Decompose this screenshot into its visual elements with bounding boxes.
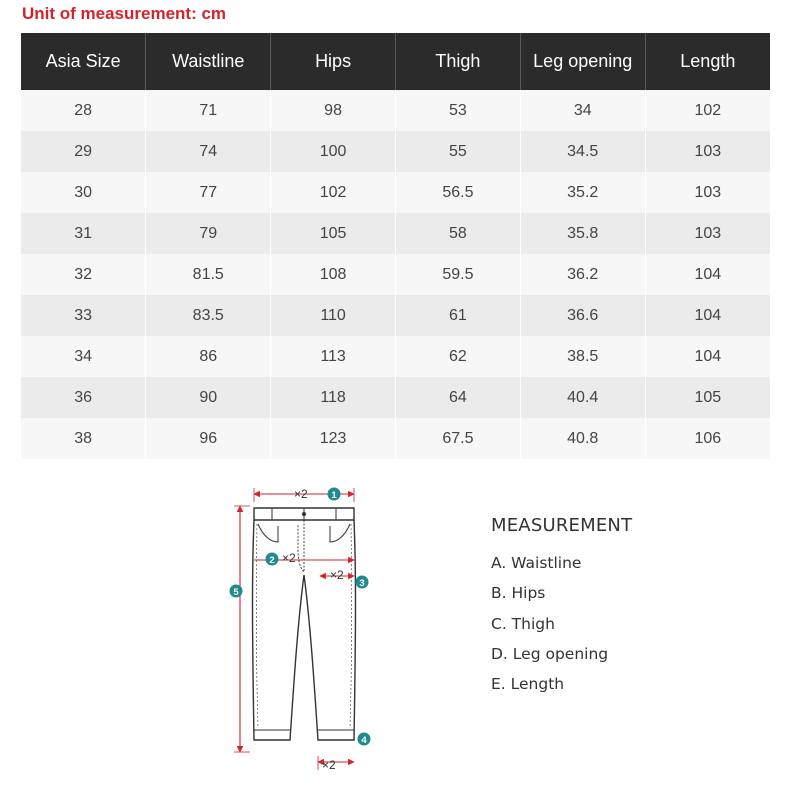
marker-2-text: 2 (269, 555, 275, 566)
table-cell: 104 (645, 336, 770, 377)
marker-3-text: 3 (359, 578, 365, 589)
size-chart-table (21, 33, 770, 459)
table-cell: 36 (21, 377, 146, 418)
table-cell: 100 (271, 131, 396, 172)
table-cell: 104 (645, 254, 770, 295)
table-cell: 118 (271, 377, 396, 418)
header-thigh: Thigh (395, 33, 520, 90)
table-row (21, 213, 770, 254)
table-row (21, 418, 770, 459)
table-cell: 67.5 (395, 418, 520, 459)
marker-4-text: 4 (361, 735, 367, 746)
pants-outline-drawing (253, 508, 356, 740)
header-hips: Hips (271, 33, 396, 90)
table-cell: 30 (21, 172, 146, 213)
table-cell: 31 (21, 213, 146, 254)
table-cell: 105 (645, 377, 770, 418)
measurement-arrows (234, 488, 354, 770)
table-cell: 96 (146, 418, 271, 459)
table-row (21, 90, 770, 131)
table-cell: 38.5 (520, 336, 645, 377)
marker-3-badge (356, 576, 369, 590)
button-icon (302, 512, 306, 516)
header-length: Length (645, 33, 770, 90)
legend-item-waistline: A. Waistline (491, 554, 582, 572)
legend-item-leg-opening: D. Leg opening (491, 644, 609, 663)
table-cell: 103 (645, 172, 770, 213)
table-cell: 103 (645, 131, 770, 172)
table-cell: 98 (271, 90, 396, 131)
table-row (21, 336, 770, 377)
table-cell: 40.4 (520, 377, 645, 418)
legend-item-hips: B. Hips (491, 584, 546, 603)
table-cell: 38 (21, 418, 146, 459)
table-cell: 34 (21, 336, 146, 377)
table-row (21, 172, 770, 213)
marker-4-badge (358, 733, 371, 747)
measurement-title: MEASUREMENT (491, 515, 633, 536)
table-cell: 32 (21, 254, 146, 295)
table-cell: 105 (271, 213, 396, 254)
leg-opening-multiplier-label: ×2 (322, 758, 336, 772)
table-cell: 28 (21, 90, 146, 131)
table-cell: 90 (146, 377, 271, 418)
table-cell: 33 (21, 295, 146, 336)
waistline-multiplier-label: ×2 (294, 487, 308, 501)
table-cell: 35.2 (520, 172, 645, 213)
table-cell: 55 (395, 131, 520, 172)
table-cell: 79 (146, 213, 271, 254)
table-row (21, 377, 770, 418)
table-cell: 40.8 (520, 418, 645, 459)
table-cell: 36.6 (520, 295, 645, 336)
legend-item-length: E. Length (491, 675, 565, 694)
header-waistline: Waistline (146, 33, 271, 90)
table-cell: 34.5 (520, 131, 645, 172)
marker-1-badge (328, 488, 341, 502)
table-header-row (21, 33, 770, 90)
header-leg-opening: Leg opening (520, 33, 645, 90)
thigh-multiplier-label: ×2 (330, 568, 344, 582)
table-cell: 83.5 (146, 295, 271, 336)
table-cell: 59.5 (395, 254, 520, 295)
table-cell: 34 (520, 90, 645, 131)
table-cell: 29 (21, 131, 146, 172)
marker-5-badge (230, 585, 243, 599)
table-cell: 64 (395, 377, 520, 418)
measurement-legend (491, 515, 632, 699)
table-cell: 56.5 (395, 172, 520, 213)
table-cell: 106 (645, 418, 770, 459)
table-cell: 110 (271, 295, 396, 336)
table-cell: 71 (146, 90, 271, 131)
table-cell: 53 (395, 90, 520, 131)
table-row (21, 295, 770, 336)
marker-5-text: 5 (233, 587, 239, 598)
marker-2-badge (266, 553, 279, 567)
pants-measurement-diagram (222, 480, 382, 780)
table-cell: 58 (395, 213, 520, 254)
table-cell: 61 (395, 295, 520, 336)
table-cell: 62 (395, 336, 520, 377)
table-row (21, 131, 770, 172)
legend-item-thigh: C. Thigh (491, 614, 555, 633)
marker-1-text: 1 (331, 490, 337, 501)
hips-multiplier-label: ×2 (282, 551, 296, 565)
table-cell: 36.2 (520, 254, 645, 295)
header-asia-size: Asia Size (21, 33, 146, 90)
table-row (21, 254, 770, 295)
table-cell: 74 (146, 131, 271, 172)
table-cell: 102 (645, 90, 770, 131)
table-cell: 103 (645, 213, 770, 254)
unit-of-measurement-label: Unit of measurement: cm (22, 4, 227, 23)
table-cell: 123 (271, 418, 396, 459)
table-cell: 81.5 (146, 254, 271, 295)
table-cell: 77 (146, 172, 271, 213)
table-cell: 35.8 (520, 213, 645, 254)
table-cell: 108 (271, 254, 396, 295)
table-cell: 102 (271, 172, 396, 213)
table-cell: 86 (146, 336, 271, 377)
table-cell: 104 (645, 295, 770, 336)
table-cell: 113 (271, 336, 396, 377)
